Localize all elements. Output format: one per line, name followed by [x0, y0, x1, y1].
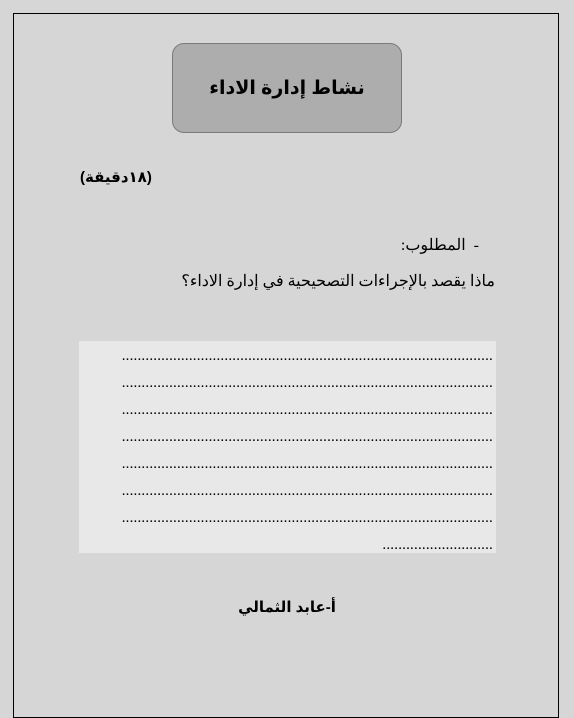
answer-area[interactable]	[79, 341, 496, 553]
duration-label: (١٨دقيقة)	[80, 169, 152, 186]
answer-line: ............................	[382, 537, 493, 553]
title-box	[172, 43, 402, 133]
author-name	[0, 598, 574, 616]
question-text: ماذا يقصد بالإجراءات التصحيحية في إدارة الاداء؟	[181, 273, 495, 290]
answer-line: ..............................................................................................	[121, 402, 493, 418]
activity-title: نشاط إدارة الاداء	[209, 77, 365, 99]
author-text: أ-عابد الثمالي	[238, 599, 336, 616]
required-heading	[401, 235, 479, 255]
answer-line: ..............................................................................................	[121, 348, 493, 364]
answer-line: ..............................................................................................	[121, 375, 493, 391]
answer-line: ..............................................................................................	[121, 483, 493, 499]
answer-line: ..............................................................................................	[121, 456, 493, 472]
answer-line: ..............................................................................................	[121, 510, 493, 526]
answer-line: ..............................................................................................	[121, 429, 493, 445]
required-label: المطلوب:	[400, 237, 466, 254]
required-bullet: -	[473, 237, 479, 254]
